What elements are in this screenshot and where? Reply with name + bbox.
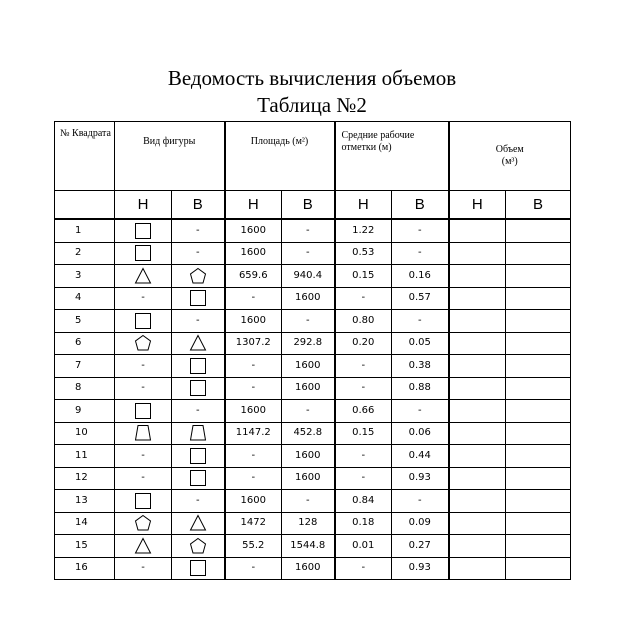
volume-b <box>506 445 571 468</box>
triangle-icon <box>189 514 207 532</box>
square-number: 8 <box>55 377 115 400</box>
area-b: 1600 <box>282 467 335 490</box>
header-area-b: В <box>282 191 335 220</box>
mark-b: - <box>392 310 449 333</box>
figure-h: - <box>115 287 172 310</box>
mark-h: 1.22 <box>335 219 392 242</box>
square-number: 13 <box>55 490 115 513</box>
figure-b <box>172 265 225 288</box>
mark-b: 0.88 <box>392 377 449 400</box>
figure-h <box>115 490 172 513</box>
mark-b: - <box>392 219 449 242</box>
mark-h: 0.66 <box>335 400 392 423</box>
mark-h: - <box>335 377 392 400</box>
volume-b <box>506 557 571 580</box>
table-row <box>55 310 571 333</box>
mark-b: - <box>392 490 449 513</box>
figure-b <box>172 467 225 490</box>
table-row <box>55 400 571 423</box>
header-figure-type: Вид фигуры <box>115 122 225 191</box>
square-icon <box>189 469 207 487</box>
square-number: 14 <box>55 512 115 535</box>
header-figure-h: Н <box>115 191 172 220</box>
mark-h: - <box>335 355 392 378</box>
square-icon <box>189 289 207 307</box>
table-row <box>55 422 571 445</box>
volume-b <box>506 355 571 378</box>
volume-b <box>506 219 571 242</box>
mark-h: - <box>335 445 392 468</box>
header-square-no: № Квадрата <box>55 122 115 191</box>
mark-h: 0.53 <box>335 242 392 265</box>
area-h: - <box>225 377 282 400</box>
header-volume-h: Н <box>449 191 506 220</box>
figure-b <box>172 332 225 355</box>
area-h: - <box>225 557 282 580</box>
square-number: 11 <box>55 445 115 468</box>
volume-b <box>506 422 571 445</box>
area-h: 1600 <box>225 400 282 423</box>
mark-h: - <box>335 557 392 580</box>
mark-h: 0.01 <box>335 535 392 558</box>
volume-h <box>449 445 506 468</box>
header-marks-h: Н <box>335 191 392 220</box>
area-h: 1307.2 <box>225 332 282 355</box>
document-title: Ведомость вычисления объемов <box>167 66 457 90</box>
area-b: 292.8 <box>282 332 335 355</box>
pentagon-icon <box>134 334 152 352</box>
square-number: 6 <box>55 332 115 355</box>
figure-h <box>115 400 172 423</box>
area-b: - <box>282 310 335 333</box>
area-h: 1472 <box>225 512 282 535</box>
area-h: 1600 <box>225 219 282 242</box>
volume-h <box>449 287 506 310</box>
square-number: 3 <box>55 265 115 288</box>
area-b: - <box>282 219 335 242</box>
area-b: 1600 <box>282 377 335 400</box>
volume-h <box>449 422 506 445</box>
figure-h: - <box>115 355 172 378</box>
square-number: 15 <box>55 535 115 558</box>
trapezoid-icon <box>189 424 207 442</box>
table-row <box>55 355 571 378</box>
area-b: 1544.8 <box>282 535 335 558</box>
figure-b <box>172 512 225 535</box>
mark-b: 0.06 <box>392 422 449 445</box>
figure-b <box>172 287 225 310</box>
area-b: 1600 <box>282 557 335 580</box>
triangle-icon <box>134 537 152 555</box>
square-icon <box>189 447 207 465</box>
volume-h <box>449 400 506 423</box>
area-b: 128 <box>282 512 335 535</box>
table-row <box>55 332 571 355</box>
figure-b: - <box>172 219 225 242</box>
mark-b: 0.27 <box>392 535 449 558</box>
triangle-icon <box>134 267 152 285</box>
square-number: 7 <box>55 355 115 378</box>
mark-b: - <box>392 400 449 423</box>
mark-h: 0.80 <box>335 310 392 333</box>
figure-b: - <box>172 400 225 423</box>
table-row <box>55 467 571 490</box>
square-number: 5 <box>55 310 115 333</box>
table-number: Таблица №2 <box>257 93 367 117</box>
volume-b <box>506 265 571 288</box>
header-marks: Средние рабочие отметки (м) <box>335 122 449 191</box>
volume-h <box>449 242 506 265</box>
area-h: 1600 <box>225 242 282 265</box>
volume-h <box>449 219 506 242</box>
square-icon <box>134 402 152 420</box>
area-h: 1147.2 <box>225 422 282 445</box>
volume-b <box>506 535 571 558</box>
trapezoid-icon <box>134 424 152 442</box>
figure-h <box>115 310 172 333</box>
mark-h: 0.20 <box>335 332 392 355</box>
volume-b <box>506 467 571 490</box>
figure-b: - <box>172 490 225 513</box>
mark-h: 0.15 <box>335 265 392 288</box>
mark-b: 0.44 <box>392 445 449 468</box>
volume-h <box>449 557 506 580</box>
table-row <box>55 377 571 400</box>
area-b: 1600 <box>282 445 335 468</box>
square-icon <box>134 312 152 330</box>
mark-h: 0.15 <box>335 422 392 445</box>
figure-h <box>115 219 172 242</box>
figure-h <box>115 535 172 558</box>
figure-h <box>115 265 172 288</box>
area-h: - <box>225 355 282 378</box>
area-h: 55.2 <box>225 535 282 558</box>
volume-b <box>506 287 571 310</box>
mark-b: - <box>392 242 449 265</box>
volume-h <box>449 355 506 378</box>
square-icon <box>134 492 152 510</box>
figure-h: - <box>115 557 172 580</box>
header-area: Площадь (м²) <box>225 122 335 191</box>
figure-b <box>172 422 225 445</box>
area-b: 1600 <box>282 355 335 378</box>
volume-table <box>54 121 571 580</box>
area-h: 1600 <box>225 310 282 333</box>
pentagon-icon <box>189 537 207 555</box>
header-marks-b: В <box>392 191 449 220</box>
volume-b <box>506 310 571 333</box>
area-b: 940.4 <box>282 265 335 288</box>
volume-b <box>506 490 571 513</box>
mark-b: 0.57 <box>392 287 449 310</box>
mark-h: 0.84 <box>335 490 392 513</box>
volume-h <box>449 310 506 333</box>
volume-h <box>449 490 506 513</box>
figure-h <box>115 512 172 535</box>
square-icon <box>189 559 207 577</box>
table-row <box>55 287 571 310</box>
mark-b: 0.93 <box>392 467 449 490</box>
square-icon <box>189 379 207 397</box>
figure-h: - <box>115 445 172 468</box>
volume-h <box>449 265 506 288</box>
area-h: - <box>225 467 282 490</box>
area-b: 1600 <box>282 287 335 310</box>
table-row <box>55 512 571 535</box>
volume-b <box>506 332 571 355</box>
header-row-1 <box>55 122 571 191</box>
volume-b <box>506 377 571 400</box>
square-number: 1 <box>55 219 115 242</box>
header-row-2 <box>55 191 571 220</box>
figure-h <box>115 422 172 445</box>
square-number: 4 <box>55 287 115 310</box>
square-icon <box>134 222 152 240</box>
header-volume: Объем (м³) <box>449 122 571 191</box>
volume-h <box>449 332 506 355</box>
volume-b <box>506 400 571 423</box>
figure-h: - <box>115 467 172 490</box>
table-row <box>55 490 571 513</box>
header-area-h: Н <box>225 191 282 220</box>
triangle-icon <box>189 334 207 352</box>
table-row <box>55 265 571 288</box>
square-icon <box>189 357 207 375</box>
figure-b <box>172 535 225 558</box>
volume-h <box>449 535 506 558</box>
mark-b: 0.16 <box>392 265 449 288</box>
mark-h: - <box>335 467 392 490</box>
pentagon-icon <box>189 267 207 285</box>
volume-h <box>449 467 506 490</box>
figure-b <box>172 557 225 580</box>
mark-b: 0.09 <box>392 512 449 535</box>
figure-b <box>172 445 225 468</box>
mark-b: 0.05 <box>392 332 449 355</box>
figure-h <box>115 242 172 265</box>
figure-b <box>172 377 225 400</box>
square-icon <box>134 244 152 262</box>
table-row <box>55 535 571 558</box>
figure-b: - <box>172 242 225 265</box>
square-number: 12 <box>55 467 115 490</box>
area-b: - <box>282 490 335 513</box>
area-b: 452.8 <box>282 422 335 445</box>
area-b: - <box>282 242 335 265</box>
volume-h <box>449 512 506 535</box>
mark-b: 0.93 <box>392 557 449 580</box>
square-number: 9 <box>55 400 115 423</box>
area-h: - <box>225 445 282 468</box>
figure-h: - <box>115 377 172 400</box>
header-blank <box>55 191 115 220</box>
square-number: 2 <box>55 242 115 265</box>
area-b: - <box>282 400 335 423</box>
square-number: 16 <box>55 557 115 580</box>
figure-h <box>115 332 172 355</box>
table-row <box>55 445 571 468</box>
table-row <box>55 557 571 580</box>
figure-b: - <box>172 310 225 333</box>
mark-b: 0.38 <box>392 355 449 378</box>
volume-b <box>506 242 571 265</box>
figure-b <box>172 355 225 378</box>
header-volume-b: В <box>506 191 571 220</box>
square-number: 10 <box>55 422 115 445</box>
volume-b <box>506 512 571 535</box>
mark-h: 0.18 <box>335 512 392 535</box>
table-row <box>55 242 571 265</box>
volume-h <box>449 377 506 400</box>
area-h: 659.6 <box>225 265 282 288</box>
area-h: 1600 <box>225 490 282 513</box>
table-row <box>55 219 571 242</box>
pentagon-icon <box>134 514 152 532</box>
header-figure-b: В <box>172 191 225 220</box>
mark-h: - <box>335 287 392 310</box>
area-h: - <box>225 287 282 310</box>
